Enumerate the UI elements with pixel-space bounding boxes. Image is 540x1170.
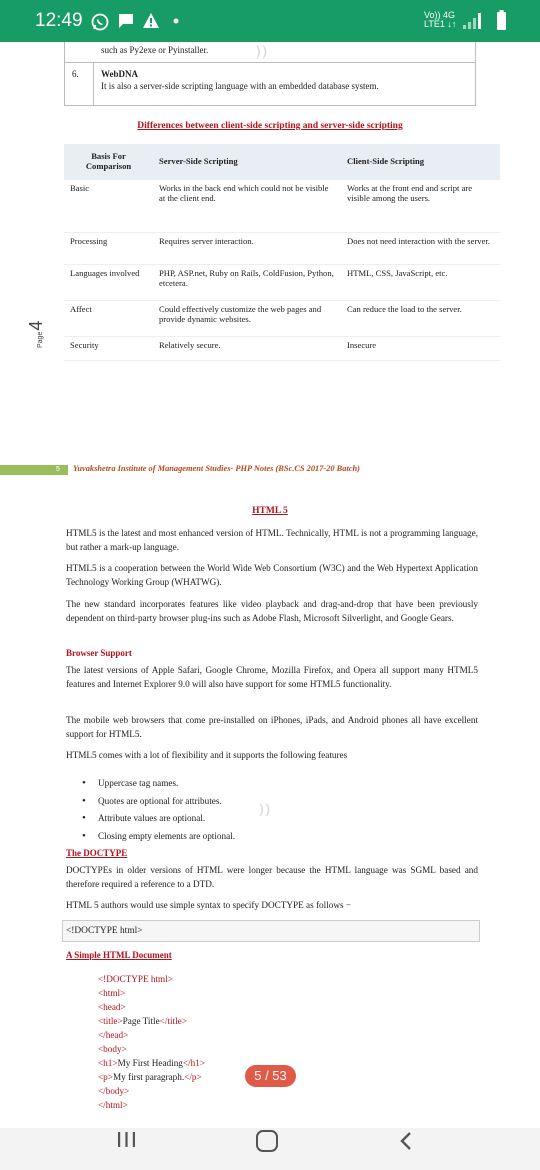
dot-icon [172, 12, 180, 34]
list-item: • Quotes are optional for attributes. [82, 793, 235, 811]
paragraph: HTML5 is a cooperation between the World Wide Web Consortium (W3C) and the Web Hypertext Application Technology Working Group (WHATWG). [66, 563, 478, 587]
table-row: 6. WebDNA It is also a server-side scripting language with an embedded database system. [65, 63, 475, 105]
code-line: </html> [98, 1100, 128, 1110]
column-header: Server-Side Scripting [159, 156, 238, 166]
browser-support-heading: Browser Support [66, 648, 132, 658]
code-line: <h1>My First Heading</h1> [98, 1058, 206, 1068]
paragraph: HTML5 is the latest and most enhanced version of HTML. Technically, HTML is not a programming language, but rather a mark-up language. [66, 528, 478, 552]
table-cell: Could effectively customize the web pages and provide dynamic websites. [159, 303, 322, 324]
table-cell: Processing [70, 235, 108, 246]
list-item: • Uppercase tag names. [82, 775, 235, 793]
code-line: <title>Page Title</title> [98, 1016, 187, 1026]
simple-doc-heading: A Simple HTML Document [66, 950, 172, 960]
footer-page-number: 5 [48, 465, 68, 475]
paragraph: The latest versions of Apple Safari, Google Chrome, Mozilla Firefox, and Opera all support many HTML5 features and Internet Explorer 9.0 will also have support for some HTML5 functionality. [66, 665, 478, 689]
code-block [98, 972, 205, 1112]
list-item: • Attribute values are optional. [82, 810, 235, 828]
document-page[interactable] [0, 42, 540, 1128]
table-cell: Does not need interaction with the server. [347, 235, 490, 246]
table-cell: Can reduce the load to the server. [347, 303, 462, 314]
table-row [64, 300, 500, 336]
table-cell: Languages involved [70, 267, 140, 278]
code-line: </head> [98, 1030, 129, 1040]
table-cell: PHP, ASP.net, Ruby on Rails, ColdFusion, Python, etcetera. [159, 267, 334, 288]
signal-icon [462, 12, 484, 30]
page-indicator-badge: 5 / 53 [245, 1065, 296, 1087]
page-footer [0, 465, 450, 475]
code-line: <p>My first paragraph.</p> [98, 1072, 202, 1082]
code-line: <head> [98, 1002, 126, 1012]
table-cell: Affect [70, 303, 92, 314]
network-indicator: Vo)) 4G LTE1 ↓↑ [424, 10, 457, 29]
table-cell: Requires server interaction. [159, 235, 254, 246]
table-header-row [64, 144, 500, 180]
table-cell: Security [70, 339, 99, 350]
code-line: <html> [98, 988, 126, 998]
status-time: 12:49 [35, 10, 83, 31]
whatsapp-icon [90, 12, 110, 36]
column-header: Client-Side Scripting [347, 156, 425, 166]
table-row [64, 232, 500, 264]
message-icon [117, 12, 135, 34]
paragraph: HTML5 comes with a lot of flexibility and it supports the following features [66, 750, 348, 760]
navigation-bar [0, 1128, 540, 1170]
status-bar [0, 0, 540, 42]
code-line: <!DOCTYPE html> [98, 974, 173, 984]
previous-table-fragment [64, 42, 476, 106]
table-cell: HTML, CSS, JavaScript, etc. [347, 267, 448, 278]
alert-icon [142, 12, 160, 34]
watermark-icon: ⁾⁾ [258, 800, 271, 830]
table-cell: Works at the front end and script are visible among the users. [347, 183, 473, 203]
doctype-code-box: <!DOCTYPE html> [62, 920, 480, 942]
html5-heading: HTML 5 [252, 506, 288, 516]
recent-apps-icon[interactable] [117, 1131, 136, 1148]
table-cell: Relatively secure. [159, 339, 221, 350]
footer-text: Yuvakshetra Institute of Management Studies- PHP Notes (BSc.CS 2017-20 Batch) [73, 464, 360, 473]
back-icon[interactable] [399, 1130, 413, 1152]
page-number-label: Page4 [26, 320, 46, 348]
table-cell: Basic [70, 183, 90, 193]
table-row: such as Py2exe or Pyinstaller. [65, 42, 475, 63]
comparison-table [64, 144, 500, 361]
code-line: <body> [98, 1044, 127, 1054]
differences-heading: Differences between client-side scripting and server-side scripting [137, 121, 403, 131]
table-row [64, 264, 500, 300]
table-row [64, 180, 500, 232]
paragraph: HTML 5 authors would use simple syntax to specify DOCTYPE as follows − [66, 900, 352, 910]
table-cell: Insecure [347, 339, 377, 350]
battery-icon [497, 10, 506, 30]
feature-list [82, 775, 235, 845]
table-row [64, 336, 500, 360]
column-header: Basis For Comparison [85, 151, 132, 171]
table-cell: Works in the back end which could not be visible at the client end. [159, 183, 329, 203]
code-line: </body> [98, 1086, 130, 1096]
paragraph: DOCTYPEs in older versions of HTML were longer because the HTML language was SGML based and therefore required a reference to a DTD. [66, 865, 478, 889]
paragraph: The new standard incorporates features like video playback and drag-and-drop that have been previously dependent on third-party browser plug-ins such as Adobe Flash, Microsoft Silverlight, and Google Gears. [66, 599, 478, 623]
home-icon[interactable] [256, 1130, 278, 1152]
list-item: • Closing empty elements are optional. [82, 828, 235, 846]
watermark-icon: ⁾⁾ [255, 42, 268, 72]
doctype-heading: The DOCTYPE [66, 848, 128, 858]
paragraph: The mobile web browsers that come pre-installed on iPhones, iPads, and Android phones all have excellent support for HTML5. [66, 715, 478, 739]
